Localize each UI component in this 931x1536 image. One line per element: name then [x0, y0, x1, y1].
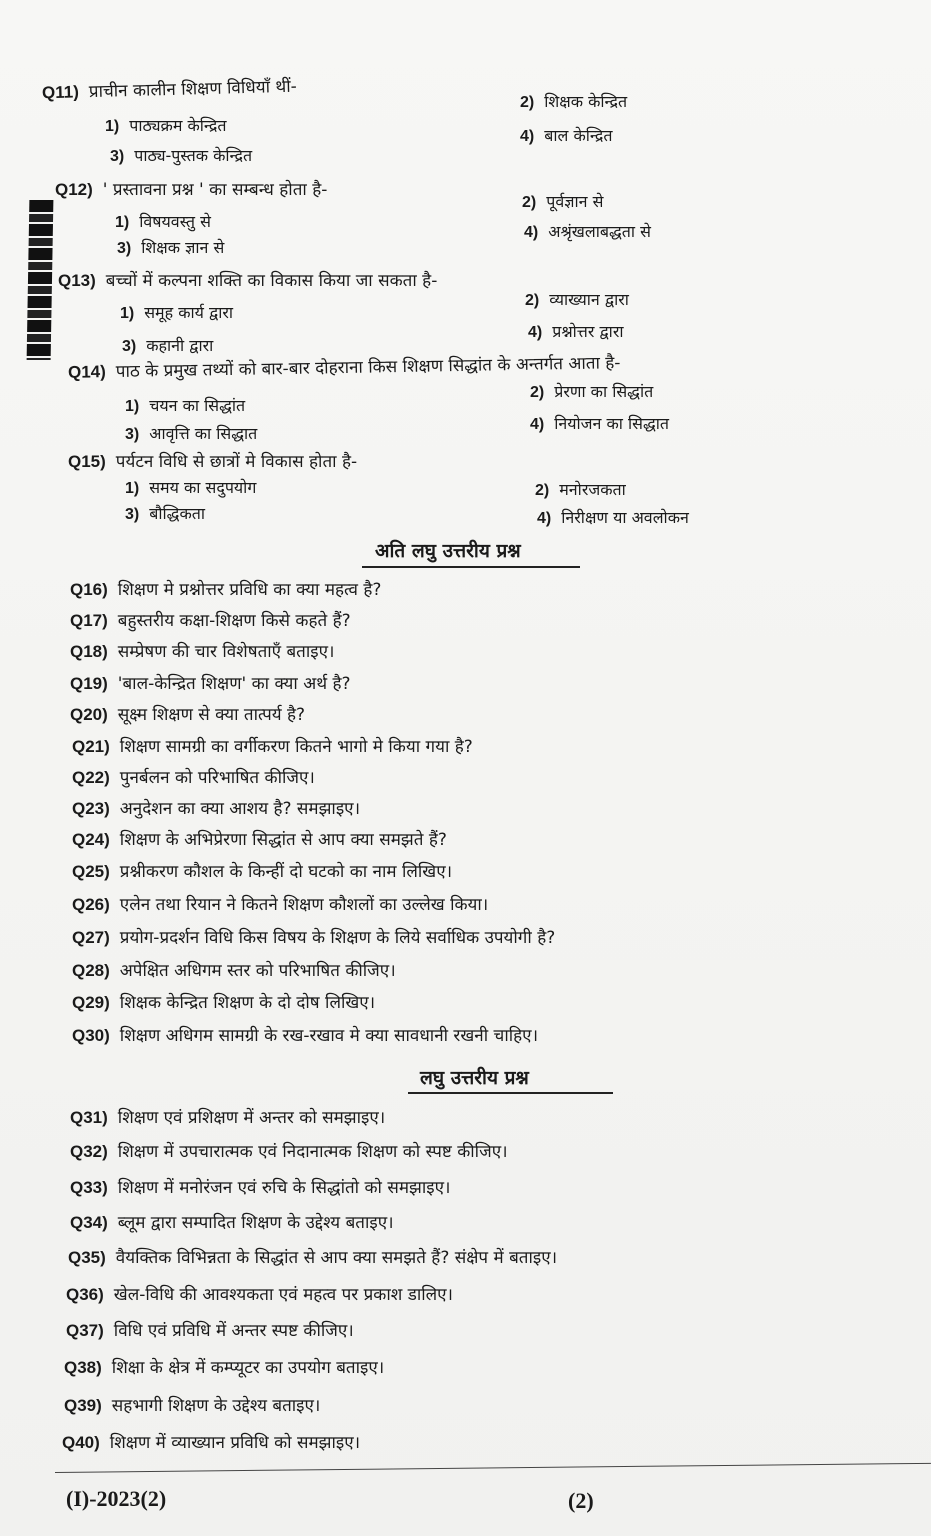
question-q16 [70, 580, 381, 600]
page-number: (2) [568, 1488, 594, 1513]
option-number: 2) [520, 94, 535, 111]
question-number: Q24) [72, 830, 110, 849]
section-heading-short: लघु उत्तरीय प्रश्न [420, 1067, 529, 1089]
question-number: Q30) [72, 1026, 110, 1045]
option-number: 2) [530, 384, 545, 401]
question-text: ब्लूम द्वारा सम्पादित शिक्षण के उद्देश्य बताइए। [117, 1213, 394, 1233]
option [530, 382, 653, 403]
question-number: Q17) [70, 611, 108, 630]
option-text: समूह कार्य द्वारा [144, 303, 234, 322]
question-number: Q32) [70, 1142, 108, 1161]
option [530, 414, 669, 435]
question-q29 [72, 993, 375, 1013]
question-q37 [66, 1321, 354, 1341]
question-q21 [72, 737, 473, 757]
option-text: निरीक्षण या अवलोकन [561, 508, 689, 527]
option-number: 2) [522, 194, 537, 211]
question-text: सहभागी शिक्षण के उद्देश्य बताइए। [111, 1396, 321, 1416]
option [115, 212, 211, 233]
question-q34 [70, 1213, 394, 1233]
option-text: विषयवस्तु से [139, 212, 211, 231]
option [125, 396, 245, 417]
question-text: शिक्षण मे प्रश्नोत्तर प्रविधि का क्या महत्व है? [117, 580, 382, 600]
question-text: शिक्षण एवं प्रशिक्षण में अन्तर को समझाइए। [117, 1108, 386, 1128]
option-number: 1) [115, 214, 130, 231]
question-q38 [64, 1358, 384, 1378]
option [537, 508, 689, 529]
option [522, 192, 603, 213]
question-q11 [42, 77, 297, 104]
option [105, 116, 226, 137]
question-text: बच्चों में कल्पना शक्ति का विकास किया जा सकता है- [105, 271, 438, 291]
option-text: नियोजन का सिद्धात [554, 414, 670, 433]
option [122, 336, 213, 357]
question-q15 [68, 452, 357, 472]
question-number: Q13) [58, 271, 96, 290]
option-text: अश्रृंखलाबद्धता से [548, 222, 651, 241]
question-q28 [72, 961, 396, 981]
question-q12 [55, 180, 327, 200]
option-number: 4) [537, 510, 552, 527]
question-text: 'बाल-केन्द्रित शिक्षण' का क्या अर्थ है? [117, 674, 351, 694]
paper-code: (I)-2023(2) [66, 1486, 167, 1511]
question-q18 [70, 642, 334, 662]
option-text: पूर्वज्ञान से [546, 192, 604, 211]
option-number: 1) [105, 118, 120, 135]
question-q13 [58, 271, 437, 291]
option [525, 290, 629, 311]
question-text: शिक्षक केन्द्रित शिक्षण के दो दोष लिखिए। [119, 993, 376, 1013]
question-q14 [68, 353, 621, 383]
question-number: Q26) [72, 895, 110, 914]
heading-underline [408, 1092, 613, 1094]
question-text: सूक्ष्म शिक्षण से क्या तात्पर्य है? [117, 705, 306, 725]
footer-rule [55, 1463, 931, 1473]
option-text: व्याख्यान द्वारा [549, 290, 629, 309]
option [117, 238, 224, 259]
option-text: समय का सदुपयोग [149, 478, 257, 497]
question-q27 [72, 928, 555, 948]
option-text: पाठ्यक्रम केन्द्रित [129, 116, 227, 135]
option [125, 504, 205, 525]
question-text: अनुदेशन का क्या आशय है? समझाइए। [119, 799, 361, 819]
option-number: 4) [524, 224, 539, 241]
question-number: Q11) [41, 82, 80, 103]
option [120, 303, 233, 324]
question-text: प्रयोग-प्रदर्शन विधि किस विषय के शिक्षण के लिये सर्वाधिक उपयोगी है? [119, 928, 556, 948]
question-number: Q14) [67, 362, 106, 382]
option-text: पाठ्य-पुस्तक केन्द्रित [134, 146, 253, 165]
question-text: शिक्षण में व्याख्यान प्रविधि को समझाइए। [109, 1433, 361, 1453]
question-text: शिक्षण में उपचारात्मक एवं निदानात्मक शिक्षण को स्पष्ट कीजिए। [117, 1142, 508, 1162]
question-text: शिक्षण सामग्री का वर्गीकरण कितने भागो मे किया गया है? [119, 737, 473, 757]
question-number: Q37) [66, 1321, 104, 1340]
question-number: Q21) [72, 737, 110, 756]
question-text: शिक्षा के क्षेत्र में कम्प्यूटर का उपयोग बताइए। [111, 1358, 385, 1378]
question-text: शिक्षण में मनोरंजन एवं रुचि के सिद्धांतो को समझाइए। [117, 1178, 451, 1198]
question-q30 [72, 1026, 538, 1046]
option-number: 3) [125, 426, 140, 443]
option [110, 146, 252, 167]
question-number: Q18) [70, 642, 108, 661]
option-number: 3) [125, 506, 140, 523]
option-text: शिक्षक ज्ञान से [141, 238, 225, 257]
option-number: 1) [120, 305, 135, 322]
question-text: ' प्रस्तावना प्रश्न ' का सम्बन्ध होता है- [102, 180, 328, 200]
question-number: Q29) [72, 993, 110, 1012]
section-heading-very-short: अति लघु उत्तरीय प्रश्न [375, 540, 521, 562]
question-text: शिक्षण के अभिप्रेरणा सिद्धांत से आप क्या समझते हैं? [119, 830, 447, 850]
question-q39 [64, 1396, 320, 1416]
question-q32 [70, 1142, 508, 1162]
question-number: Q31) [70, 1108, 108, 1127]
option-number: 3) [117, 240, 132, 257]
option [125, 478, 256, 499]
option-text: शिक्षक केन्द्रित [544, 92, 628, 111]
barcode-strip [27, 200, 54, 360]
question-number: Q33) [70, 1178, 108, 1197]
option-text: बौद्धिकता [149, 504, 205, 523]
question-number: Q15) [68, 452, 106, 471]
option-number: 4) [528, 324, 543, 341]
option-text: बाल केन्द्रित [544, 126, 613, 145]
question-text: प्राचीन कालीन शिक्षण विधियाँ थीं- [88, 76, 298, 103]
question-q31 [70, 1108, 385, 1128]
option [125, 424, 257, 445]
question-number: Q36) [66, 1285, 104, 1304]
question-number: Q23) [72, 799, 110, 818]
question-q22 [72, 768, 315, 788]
question-number: Q38) [64, 1358, 102, 1377]
question-number: Q35) [68, 1248, 106, 1267]
question-text: बहुस्तरीय कक्षा-शिक्षण किसे कहते हैं? [117, 611, 351, 631]
option [520, 92, 627, 113]
option-number: 2) [535, 482, 550, 499]
question-q24 [72, 830, 447, 850]
option [520, 126, 612, 147]
option-number: 1) [125, 398, 140, 415]
option [528, 322, 624, 343]
question-q17 [70, 611, 351, 631]
question-number: Q20) [70, 705, 108, 724]
question-text: शिक्षण अधिगम सामग्री के रख-रखाव मे क्या सावधानी रखनी चाहिए। [119, 1026, 539, 1046]
question-number: Q28) [72, 961, 110, 980]
option-text: प्रेरणा का सिद्धांत [554, 382, 654, 401]
option-number: 4) [530, 416, 545, 433]
question-q25 [72, 862, 452, 882]
option-text: मनोरजकता [559, 480, 626, 499]
question-q20 [70, 705, 305, 725]
question-q33 [70, 1178, 450, 1198]
option-text: प्रश्नोत्तर द्वारा [552, 322, 624, 341]
option-number: 3) [110, 148, 125, 165]
question-text: अपेक्षित अधिगम स्तर को परिभाषित कीजिए। [119, 961, 396, 981]
question-text: पर्यटन विधि से छात्रों मे विकास होता है- [115, 452, 358, 472]
question-number: Q16) [70, 580, 108, 599]
option [524, 222, 651, 243]
question-q26 [72, 895, 488, 915]
question-text: पाठ के प्रमुख तथ्यों को बार-बार दोहराना किस शिक्षण सिद्धांत के अन्तर्गत आता है- [115, 353, 621, 382]
question-text: खेल-विधि की आवश्यकता एवं महत्व पर प्रकाश डालिए। [113, 1285, 453, 1305]
question-q35 [68, 1248, 557, 1268]
option [535, 480, 626, 501]
question-q40 [62, 1433, 360, 1453]
heading-underline [362, 566, 580, 568]
question-number: Q27) [72, 928, 110, 947]
option-number: 2) [525, 292, 540, 309]
question-number: Q25) [72, 862, 110, 881]
option-text: आवृत्ति का सिद्धात [149, 424, 258, 443]
question-number: Q34) [70, 1213, 108, 1232]
question-q36 [66, 1285, 453, 1305]
question-text: प्रश्नीकरण कौशल के किन्हीं दो घटको का नाम लिखिए। [119, 862, 453, 882]
question-text: वैयक्तिक विभिन्नता के सिद्धांत से आप क्या समझते हैं? संक्षेप में बताइए। [115, 1248, 558, 1268]
question-number: Q22) [72, 768, 110, 787]
question-q19 [70, 674, 351, 694]
question-number: Q19) [70, 674, 108, 693]
option-text: कहानी द्वारा [146, 336, 214, 355]
question-number: Q12) [55, 180, 93, 199]
option-number: 3) [122, 338, 137, 355]
question-text: एलेन तथा रियान ने कितने शिक्षण कौशलों का उल्लेख किया। [119, 895, 489, 915]
option-number: 4) [520, 128, 535, 145]
option-number: 1) [125, 480, 140, 497]
question-number: Q39) [64, 1396, 102, 1415]
question-text: सम्प्रेषण की चार विशेषताएँ बताइए। [117, 642, 335, 662]
question-text: विधि एवं प्रविधि में अन्तर स्पष्ट कीजिए। [113, 1321, 354, 1341]
option-text: चयन का सिद्धांत [149, 396, 246, 415]
question-number: Q40) [62, 1433, 100, 1452]
question-q23 [72, 799, 360, 819]
question-text: पुनर्बलन को परिभाषित कीजिए। [119, 768, 315, 788]
